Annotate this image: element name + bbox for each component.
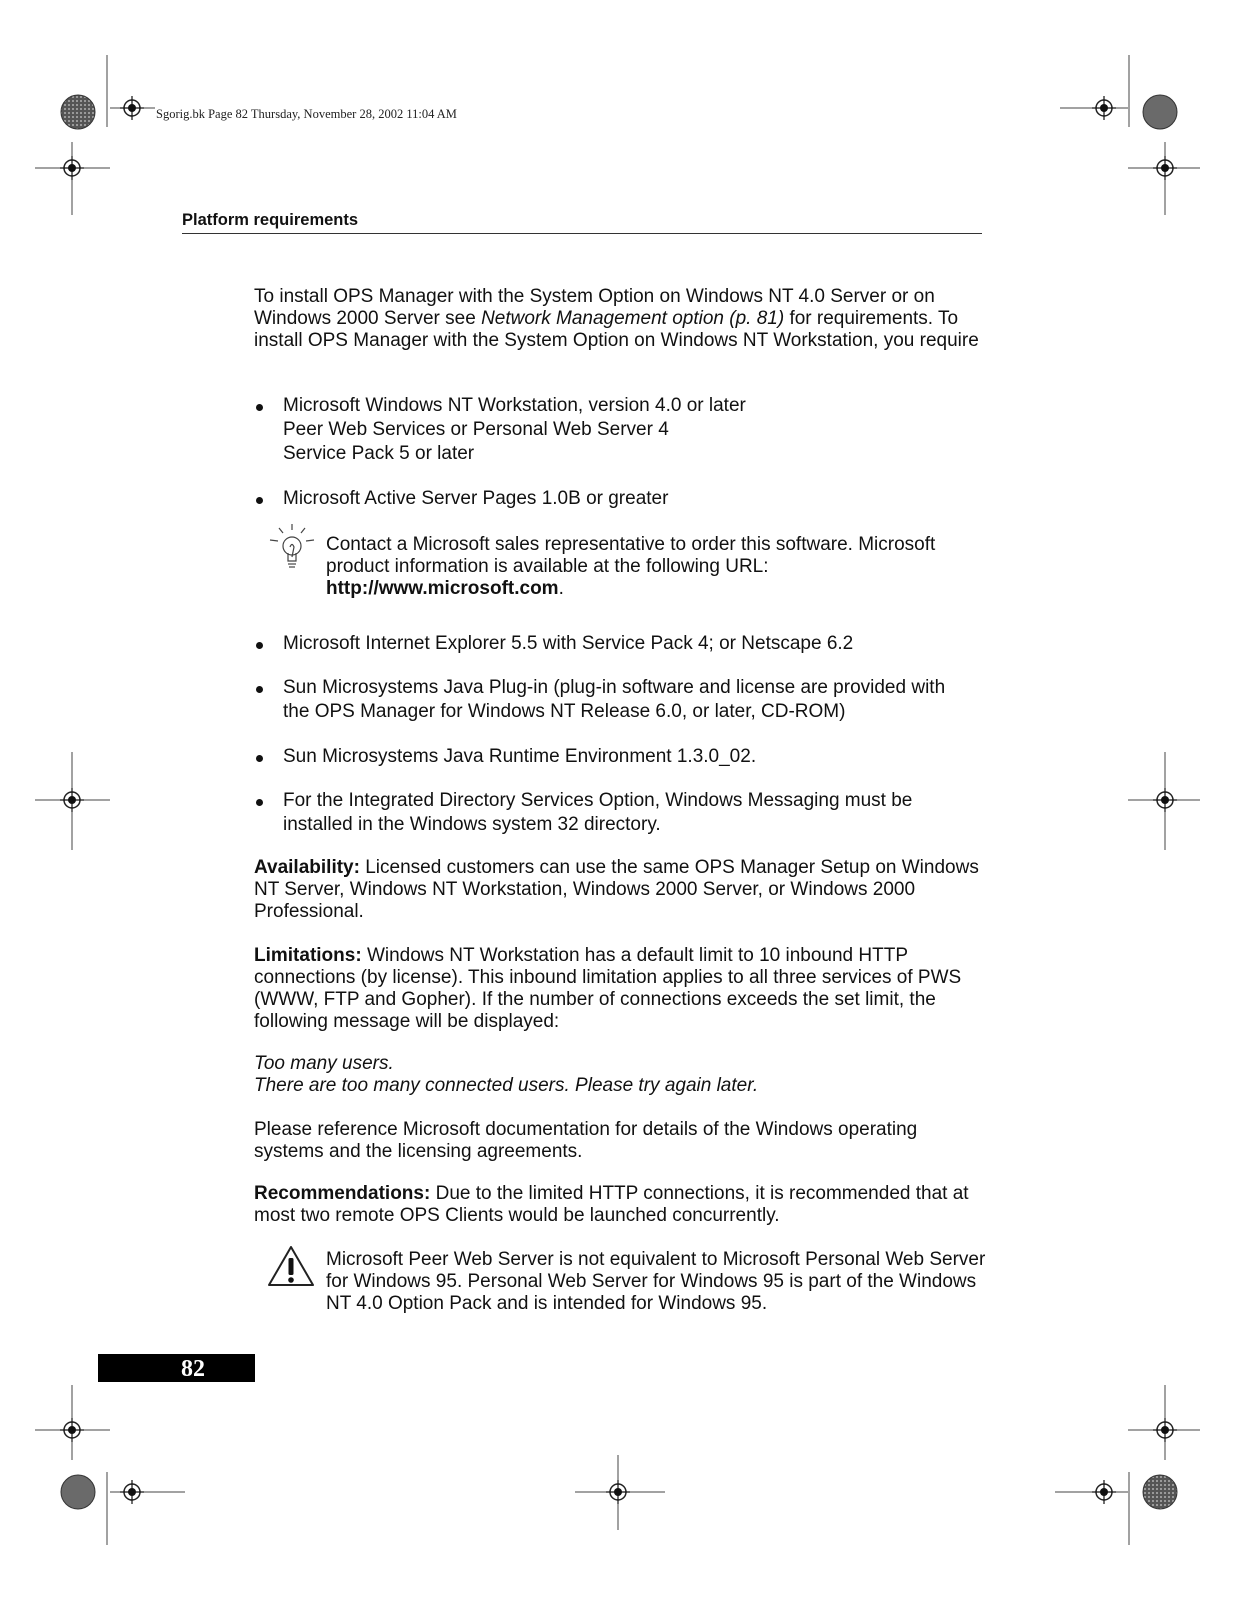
- bullet-icon: [256, 686, 263, 693]
- list-item: [254, 394, 984, 466]
- limitations-label: Limitations:: [254, 945, 362, 966]
- list-item: [254, 789, 984, 837]
- tip-text: Contact a Microsoft sales representative to order this software. Microsoft product information is available at the following URL:: [326, 534, 936, 577]
- recommendations-label: Recommendations:: [254, 1183, 431, 1204]
- bullet-icon: [256, 799, 263, 806]
- list-item: [254, 632, 984, 656]
- print-slug: Sgorig.bk Page 82 Thursday, November 28, 2002 11:04 AM: [156, 107, 457, 121]
- limitations-paragraph: [254, 945, 984, 1033]
- list-item-text: Microsoft Windows NT Workstation, version 4.0 or later: [283, 395, 746, 416]
- list-item: [254, 745, 984, 769]
- intro-paragraph: [254, 286, 984, 352]
- tip-note: [326, 534, 986, 600]
- list-item-text: the OPS Manager for Windows NT Release 6.0, or later, CD-ROM): [283, 701, 846, 722]
- list-item-text: installed in the Windows system 32 directory.: [283, 814, 661, 835]
- error-message-line: There are too many connected users. Please try again later.: [254, 1075, 759, 1096]
- list-item-text: Service Pack 5 or later: [283, 443, 475, 464]
- bullet-icon: [256, 404, 263, 411]
- url-link[interactable]: http://www.microsoft.com: [326, 578, 559, 599]
- recommendations-text: Due to the limited HTTP connections, it is recommended that at most two remote OPS Clients would be launched concurrently.: [254, 1183, 969, 1226]
- availability-label: Availability:: [254, 857, 360, 878]
- list-item-text: Peer Web Services or Personal Web Server 4: [283, 419, 669, 440]
- list-item: [254, 676, 984, 724]
- error-message-line: Too many users.: [254, 1053, 394, 1074]
- header-rule: [182, 233, 982, 234]
- intro-text: To install OPS Manager with the System Option on Windows NT 4.0 Server or on Windows 2000 Server see: [254, 286, 935, 329]
- list-item-text: For the Integrated Directory Services Option, Windows Messaging must be: [283, 790, 913, 811]
- intro-text-end: for requirements. To install OPS Manager with the System Option on Windows NT Workstation, you require: [254, 308, 979, 351]
- availability-text: Licensed customers can use the same OPS Manager Setup on Windows NT Server, Windows NT Workstation, Windows 2000 Server, or Windows 2000 Professional.: [254, 857, 979, 922]
- bullet-icon: [256, 755, 263, 762]
- lightbulb-icon: [266, 522, 318, 574]
- list-item: [254, 487, 984, 511]
- list-item-text: Sun Microsystems Java Plug-in (plug-in software and license are provided with: [283, 677, 946, 698]
- reference-paragraph: Please reference Microsoft documentation for details of the Windows operating systems and the licensing agreements.: [254, 1119, 918, 1162]
- cross-reference-link[interactable]: Network Management option (p. 81): [481, 308, 785, 329]
- tip-trailing: .: [558, 578, 564, 599]
- list-item-text: Microsoft Active Server Pages 1.0B or greater: [283, 488, 669, 509]
- availability-paragraph: [254, 857, 984, 923]
- bullet-icon: [256, 497, 263, 504]
- caution-note: Microsoft Peer Web Server is not equivalent to Microsoft Personal Web Server for Windows 95. Personal Web Server for Windows 95 is part of the Windows NT 4.0 Option Pack and is intended for Windows 95.: [326, 1249, 986, 1314]
- list-item-text: Microsoft Internet Explorer 5.5 with Service Pack 4; or Netscape 6.2: [283, 633, 854, 654]
- limitations-text: Windows NT Workstation has a default limit to 10 inbound HTTP connections (by license). This inbound limitation applies to all three services of PWS (WWW, FTP and Gopher). If the number of connections exceeds the set limit, the following message will be displayed:: [254, 945, 962, 1032]
- bullet-icon: [256, 642, 263, 649]
- list-item-text: Sun Microsystems Java Runtime Environment 1.3.0_02.: [283, 746, 757, 767]
- running-head: Platform requirements: [182, 211, 359, 229]
- recommendations-paragraph: [254, 1183, 984, 1227]
- error-message: [254, 1053, 984, 1097]
- warning-icon: [266, 1244, 316, 1288]
- page-number: 82: [181, 1356, 205, 1382]
